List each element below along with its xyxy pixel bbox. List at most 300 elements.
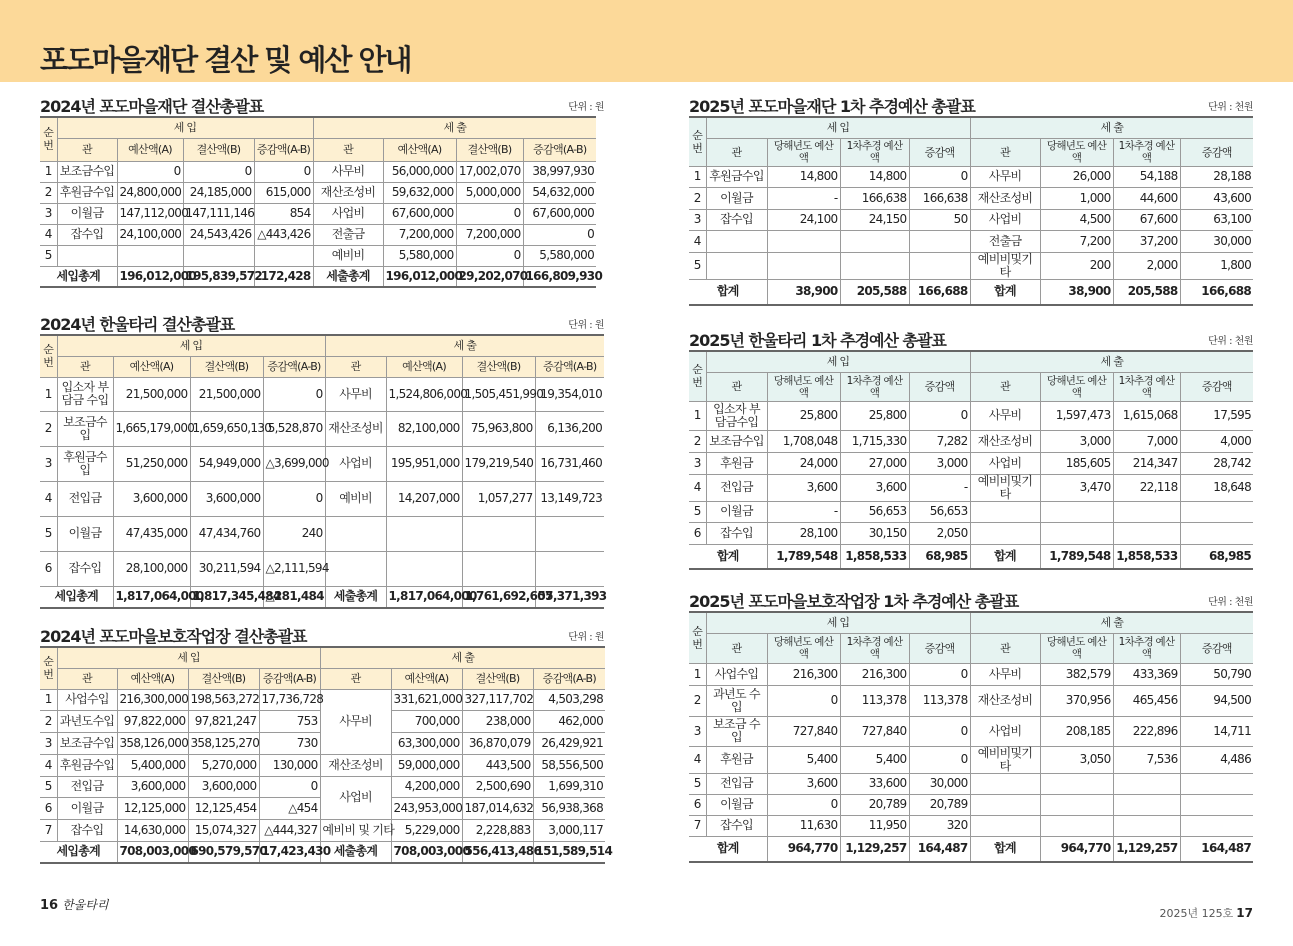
cell-seq: 2 (689, 685, 706, 716)
cell-amount: 331,621,000 (391, 689, 462, 710)
cell-amount: 3,000 (909, 452, 970, 474)
total-row (40, 841, 605, 863)
cell-amount: 1,505,451,990 (462, 377, 535, 411)
cell-amount: 67,600,000 (523, 203, 596, 224)
cell-gwan: 전입금 (57, 776, 117, 797)
cell-amount: 50 (909, 209, 970, 230)
cell-amount: 7,200,000 (383, 224, 456, 245)
cell-gwan: 보조금 수입 (706, 716, 767, 746)
cell-amount (535, 551, 604, 586)
cell-amount: 24,543,426 (183, 224, 254, 245)
cell-amount: 195,951,000 (386, 446, 462, 481)
cell-amount: 7,282 (909, 430, 970, 452)
cell-amount: 3,600,000 (117, 776, 188, 797)
cell-amount: 38,997,930 (523, 161, 596, 182)
cell-seq: 5 (689, 501, 706, 522)
cell-amount: 0 (909, 716, 970, 746)
table-row (40, 224, 596, 245)
cell-amount: 11,950 (840, 815, 909, 836)
total-amount: 166,688 (909, 279, 970, 305)
cell-gwan: 과년도수입 (57, 710, 117, 732)
cell-amount: 7,000 (1113, 430, 1180, 452)
cell-amount: 43,600 (1180, 187, 1253, 209)
column-header-diff: 증감액 (909, 372, 970, 401)
table-row (689, 474, 1253, 501)
table-title: 2024년 포도마을재단 결산총괄표 (40, 97, 264, 116)
cell-amount: 208,185 (1040, 716, 1113, 746)
top-banner (0, 0, 1293, 82)
cell-seq: 3 (689, 716, 706, 746)
cell-gwan: 이월금 (706, 794, 767, 815)
table-row (40, 776, 605, 797)
cell-amount (909, 252, 970, 279)
cell-seq: 1 (689, 166, 706, 187)
header-row-groups (40, 647, 605, 668)
total-amount: 29,202,070 (456, 266, 523, 287)
cell-seq: 6 (689, 794, 706, 815)
cell-amount: 0 (767, 794, 840, 815)
cell-amount: 24,150 (840, 209, 909, 230)
cell-gwan: 예비비및기타 (970, 474, 1040, 501)
total-amount: 68,985 (909, 544, 970, 569)
column-header-first: 1차추경 예산액 (840, 633, 909, 663)
cell-amount: 327,117,702 (462, 689, 533, 710)
cell-amount: 11,630 (767, 815, 840, 836)
cell-gwan: 잡수입 (57, 551, 113, 586)
header-row-columns (40, 668, 605, 689)
total-label: 세출총계 (325, 586, 386, 608)
cell-seq: 3 (40, 732, 57, 754)
table-title: 2024년 한울타리 결산총괄표 (40, 315, 235, 334)
total-row (689, 836, 1253, 862)
total-amount: 708,003,000 (117, 841, 188, 863)
cell-amount: 56,000,000 (383, 161, 456, 182)
cell-amount: 443,500 (462, 754, 533, 776)
cell-gwan: 사업비 (313, 203, 383, 224)
cell-amount: 147,111,146 (183, 203, 254, 224)
total-amount: 55,371,393 (535, 586, 604, 608)
total-amount: 196,012,000 (117, 266, 183, 287)
header-row-columns (40, 356, 604, 377)
cell-amount: 0 (909, 166, 970, 187)
cell-seq: 2 (40, 182, 57, 203)
cell-seq: 7 (689, 815, 706, 836)
income-group-header: 세 입 (57, 117, 313, 138)
cell-seq: 4 (689, 230, 706, 252)
total-label: 세입총계 (40, 586, 113, 608)
cell-amount (1180, 522, 1253, 544)
cell-gwan: 사업비 (325, 446, 386, 481)
table-title: 2025년 한울타리 1차 추경예산 총괄표 (689, 331, 946, 350)
cell-amount: 216,300,000 (117, 689, 188, 710)
cell-gwan: 사무비 (313, 161, 383, 182)
column-header-first: 1차추경 예산액 (840, 138, 909, 166)
cell-amount: 25,800 (767, 401, 840, 430)
unit-label: 단위 : 원 (568, 102, 604, 113)
total-amount: 195,839,572 (183, 266, 254, 287)
unit-label: 단위 : 천원 (1208, 336, 1253, 347)
cell-amount (1040, 815, 1113, 836)
income-group-header: 세 입 (706, 612, 970, 633)
total-amount: 38,900 (767, 279, 840, 305)
cell-seq: 4 (40, 224, 57, 245)
cell-amount: 1,800 (1180, 252, 1253, 279)
cell-amount: 97,822,000 (117, 710, 188, 732)
column-header-gwan: 관 (313, 138, 383, 161)
cell-amount: 20,789 (840, 794, 909, 815)
column-header-settle: 결산액(B) (456, 138, 523, 161)
cell-seq: 5 (40, 776, 57, 797)
column-header-first: 1차추경 예산액 (1113, 138, 1180, 166)
cell-amount: 2,500,690 (462, 776, 533, 797)
cell-amount: 1,665,179,000 (113, 411, 190, 446)
cell-amount: 44,600 (1113, 187, 1180, 209)
cell-amount: 130,000 (259, 754, 320, 776)
page-number-right: 17 (1236, 906, 1253, 920)
column-header-first: 1차추경 예산액 (1113, 633, 1180, 663)
cell-seq: 1 (689, 663, 706, 685)
cell-amount: - (767, 187, 840, 209)
cell-amount: 166,638 (840, 187, 909, 209)
cell-amount: 30,000 (1180, 230, 1253, 252)
cell-amount: 33,600 (840, 773, 909, 794)
cell-amount: 113,378 (840, 685, 909, 716)
cell-amount: 615,000 (254, 182, 313, 203)
cell-amount: 5,400 (840, 746, 909, 773)
column-header-budget: 예산액(A) (117, 668, 188, 689)
cell-amount: 30,211,594 (190, 551, 263, 586)
cell-amount: 0 (909, 746, 970, 773)
cell-amount: - (909, 474, 970, 501)
cell-gwan: 재산조성비 (970, 430, 1040, 452)
cell-seq: 3 (40, 446, 57, 481)
table-row (689, 685, 1253, 716)
header-row-columns (40, 138, 596, 161)
cell-amount: 0 (767, 685, 840, 716)
cell-amount: 21,500,000 (190, 377, 263, 411)
cell-amount: 17,736,728 (259, 689, 320, 710)
cell-gwan: 보조금수입 (706, 430, 767, 452)
cell-amount: 13,149,723 (535, 481, 604, 516)
table-row (40, 819, 605, 841)
cell-seq: 1 (40, 161, 57, 182)
cell-amount: 4,486 (1180, 746, 1253, 773)
cell-amount: 27,000 (840, 452, 909, 474)
cell-amount: 3,600 (840, 474, 909, 501)
cell-amount: 1,715,330 (840, 430, 909, 452)
cell-gwan: 이월금 (57, 516, 113, 551)
cell-seq: 1 (40, 377, 57, 411)
cell-amount: 216,300 (767, 663, 840, 685)
header-row-groups (689, 612, 1253, 633)
column-header-prev: 당해년도 예산액 (1040, 372, 1113, 401)
cell-gwan: 전출금 (313, 224, 383, 245)
summary-table (689, 350, 1253, 570)
cell-amount: 28,100 (767, 522, 840, 544)
total-label: 세출총계 (313, 266, 383, 287)
cell-amount: 14,800 (767, 166, 840, 187)
cell-amount: 24,000 (767, 452, 840, 474)
cell-seq: 5 (40, 245, 57, 266)
cell-amount: 5,400 (767, 746, 840, 773)
cell-amount: 4,000 (1180, 430, 1253, 452)
cell-amount: 19,354,010 (535, 377, 604, 411)
cell-amount: 727,840 (840, 716, 909, 746)
column-header-diff: 증감액 (909, 138, 970, 166)
table-row (689, 166, 1253, 187)
cell-amount: 854 (254, 203, 313, 224)
expense-group-header: 세 출 (970, 351, 1253, 372)
column-header-diff: 증감액(A-B) (535, 356, 604, 377)
cell-amount (1180, 815, 1253, 836)
page-title: 포도마을재단 결산 및 예산 안내 (40, 43, 411, 77)
total-amount: 1,858,533 (1113, 544, 1180, 569)
cell-gwan: 보조금수입 (57, 732, 117, 754)
cell-gwan: 잡수입 (706, 209, 767, 230)
cell-amount: 147,112,000 (117, 203, 183, 224)
table-row (689, 815, 1253, 836)
table-row (40, 446, 604, 481)
cell-amount: 50,790 (1180, 663, 1253, 685)
footer-left (40, 896, 108, 913)
table-row (689, 501, 1253, 522)
cell-amount: 1,699,310 (533, 776, 605, 797)
cell-amount: 14,800 (840, 166, 909, 187)
cell-gwan: 사업비 (970, 452, 1040, 474)
table-row (40, 551, 604, 586)
total-amount: 17,423,430 (259, 841, 320, 863)
cell-amount: 59,632,000 (383, 182, 456, 203)
column-header-diff: 증감액 (1180, 372, 1253, 401)
cell-amount: 1,524,806,000 (386, 377, 462, 411)
column-header-gwan: 관 (325, 356, 386, 377)
cell-amount: 1,615,068 (1113, 401, 1180, 430)
cell-seq: 1 (689, 401, 706, 430)
cell-seq: 3 (689, 209, 706, 230)
cell-amount: 465,456 (1113, 685, 1180, 716)
cell-amount: 20,789 (909, 794, 970, 815)
table-row (689, 452, 1253, 474)
cell-amount: △443,426 (254, 224, 313, 245)
cell-amount: 433,369 (1113, 663, 1180, 685)
cell-gwan: 이월금 (57, 797, 117, 819)
cell-gwan: 사업수입 (57, 689, 117, 710)
cell-amount: 2,228,883 (462, 819, 533, 841)
column-header-settle: 결산액(B) (462, 668, 533, 689)
cell-amount: 63,100 (1180, 209, 1253, 230)
cell-amount: 216,300 (840, 663, 909, 685)
cell-seq: 2 (689, 430, 706, 452)
cell-seq: 6 (40, 551, 57, 586)
cell-seq: 4 (40, 481, 57, 516)
cell-gwan: 재산조성비 (970, 187, 1040, 209)
table-title: 2025년 포도마을재단 1차 추경예산 총괄표 (689, 97, 975, 116)
cell-amount: 14,630,000 (117, 819, 188, 841)
seq-header: 순번 (689, 351, 706, 401)
cell-gwan: 사업비 (970, 209, 1040, 230)
total-amount: 1,817,064,000 (113, 586, 190, 608)
total-row (40, 586, 604, 608)
table-title: 2024년 포도마을보호작업장 결산총괄표 (40, 627, 307, 646)
cell-amount: 30,000 (909, 773, 970, 794)
cell-amount: 358,126,000 (117, 732, 188, 754)
cell-amount (840, 230, 909, 252)
column-header-settle: 결산액(B) (190, 356, 263, 377)
hanultari-logo: 한울타리 (62, 898, 109, 912)
cell-amount: 3,600 (767, 474, 840, 501)
income-group-header: 세 입 (57, 335, 325, 356)
cell-gwan: 전입금 (706, 474, 767, 501)
total-amount: 68,985 (1180, 544, 1253, 569)
column-header-budget: 예산액(A) (383, 138, 456, 161)
table-row (689, 252, 1253, 279)
column-header-diff: 증감액(A-B) (533, 668, 605, 689)
cell-gwan: 이월금 (706, 187, 767, 209)
cell-amount: 0 (456, 245, 523, 266)
cell-amount (909, 230, 970, 252)
cell-gwan: 재산조성비 (325, 411, 386, 446)
total-amount: 1,789,548 (767, 544, 840, 569)
cell-amount: △454 (259, 797, 320, 819)
cell-amount (462, 551, 535, 586)
cell-gwan (970, 794, 1040, 815)
cell-amount: 3,600,000 (188, 776, 259, 797)
cell-amount: 63,300,000 (391, 732, 462, 754)
unit-label: 단위 : 원 (568, 632, 604, 643)
total-amount: 151,589,514 (533, 841, 605, 863)
cell-amount (1040, 501, 1113, 522)
cell-amount: 26,429,921 (533, 732, 605, 754)
column-header-gwan: 관 (57, 668, 117, 689)
table-row (689, 663, 1253, 685)
cell-gwan: 잡수입 (706, 522, 767, 544)
income-group-header: 세 입 (706, 351, 970, 372)
cell-amount: 3,470 (1040, 474, 1113, 501)
table-row (40, 161, 596, 182)
column-header-settle: 결산액(B) (462, 356, 535, 377)
cell-amount: 2,050 (909, 522, 970, 544)
summary-table (40, 646, 613, 864)
table-row (40, 689, 605, 710)
cell-gwan: 사무비 (970, 166, 1040, 187)
cell-amount: 727,840 (767, 716, 840, 746)
cell-amount: 0 (183, 161, 254, 182)
cell-seq: 5 (40, 516, 57, 551)
cell-amount: 58,556,500 (533, 754, 605, 776)
cell-seq: 2 (40, 710, 57, 732)
cell-amount: 0 (909, 401, 970, 430)
cell-gwan (57, 245, 117, 266)
column-header-gwan: 관 (970, 372, 1040, 401)
unit-label: 단위 : 원 (568, 320, 604, 331)
cell-gwan: 사무비 (970, 663, 1040, 685)
cell-amount: △2,111,594 (263, 551, 325, 586)
cell-amount: 370,956 (1040, 685, 1113, 716)
cell-amount (1113, 815, 1180, 836)
cell-amount: 179,219,540 (462, 446, 535, 481)
cell-gwan (970, 522, 1040, 544)
cell-amount (1040, 794, 1113, 815)
cell-amount: 3,600,000 (190, 481, 263, 516)
cell-amount: 37,200 (1113, 230, 1180, 252)
total-label: 합계 (970, 836, 1040, 862)
cell-gwan: 후원금 (706, 452, 767, 474)
cell-gwan: 사무비 (970, 401, 1040, 430)
total-amount: 205,588 (840, 279, 909, 305)
header-row-columns (689, 372, 1253, 401)
cell-amount: 25,800 (840, 401, 909, 430)
cell-amount: 82,100,000 (386, 411, 462, 446)
cell-amount: 28,742 (1180, 452, 1253, 474)
cell-gwan: 후원금수입 (57, 446, 113, 481)
column-header-prev: 당해년도 예산액 (767, 138, 840, 166)
table-row (689, 746, 1253, 773)
cell-gwan: 예비비및기타 (970, 252, 1040, 279)
cell-amount (386, 516, 462, 551)
column-header-prev: 당해년도 예산액 (1040, 633, 1113, 663)
cell-amount: 243,953,000 (391, 797, 462, 819)
total-amount: 690,579,570 (188, 841, 259, 863)
column-header-prev: 당해년도 예산액 (767, 633, 840, 663)
cell-amount: 94,500 (1180, 685, 1253, 716)
cell-amount: 1,597,473 (1040, 401, 1113, 430)
cell-seq: 4 (689, 746, 706, 773)
cell-gwan: 잡수입 (57, 819, 117, 841)
column-header-gwan: 관 (706, 138, 767, 166)
total-amount: 38,900 (1040, 279, 1113, 305)
column-header-gwan: 관 (57, 356, 113, 377)
cell-gwan: 과년도 수입 (706, 685, 767, 716)
table-row (40, 203, 596, 224)
seq-header: 순번 (40, 117, 57, 161)
cell-gwan: 후원금수입 (57, 182, 117, 203)
column-header-gwan: 관 (970, 633, 1040, 663)
header-row-columns (689, 138, 1253, 166)
cell-gwan: 재산조성비 (320, 754, 391, 776)
cell-amount: 200 (1040, 252, 1113, 279)
total-label: 세입총계 (40, 266, 117, 287)
cell-amount: 2,000 (1113, 252, 1180, 279)
total-label: 세출총계 (320, 841, 391, 863)
cell-amount: 4,503,298 (533, 689, 605, 710)
cell-amount: 198,563,272 (188, 689, 259, 710)
table-row (40, 245, 596, 266)
total-amount: 164,487 (1180, 836, 1253, 862)
cell-amount: 0 (263, 377, 325, 411)
cell-seq: 5 (689, 252, 706, 279)
cell-amount: 15,074,327 (188, 819, 259, 841)
cell-amount: 0 (254, 161, 313, 182)
column-header-gwan: 관 (57, 138, 117, 161)
income-group-header: 세 입 (57, 647, 320, 668)
total-amount: 964,770 (1040, 836, 1113, 862)
cell-seq: 2 (689, 187, 706, 209)
page-number-left: 16 (40, 898, 59, 913)
cell-amount: 1,057,277 (462, 481, 535, 516)
cell-amount (1040, 522, 1113, 544)
cell-amount: 0 (909, 663, 970, 685)
cell-amount: 36,870,079 (462, 732, 533, 754)
cell-amount: 47,435,000 (113, 516, 190, 551)
summary-table (689, 611, 1253, 863)
cell-amount: 7,536 (1113, 746, 1180, 773)
expense-group-header: 세 출 (325, 335, 604, 356)
column-header-diff: 증감액(A-B) (523, 138, 596, 161)
cell-amount: 18,648 (1180, 474, 1253, 501)
total-amount: 196,012,000 (383, 266, 456, 287)
column-header-budget: 예산액(A) (386, 356, 462, 377)
column-header-diff: 증감액(A-B) (263, 356, 325, 377)
